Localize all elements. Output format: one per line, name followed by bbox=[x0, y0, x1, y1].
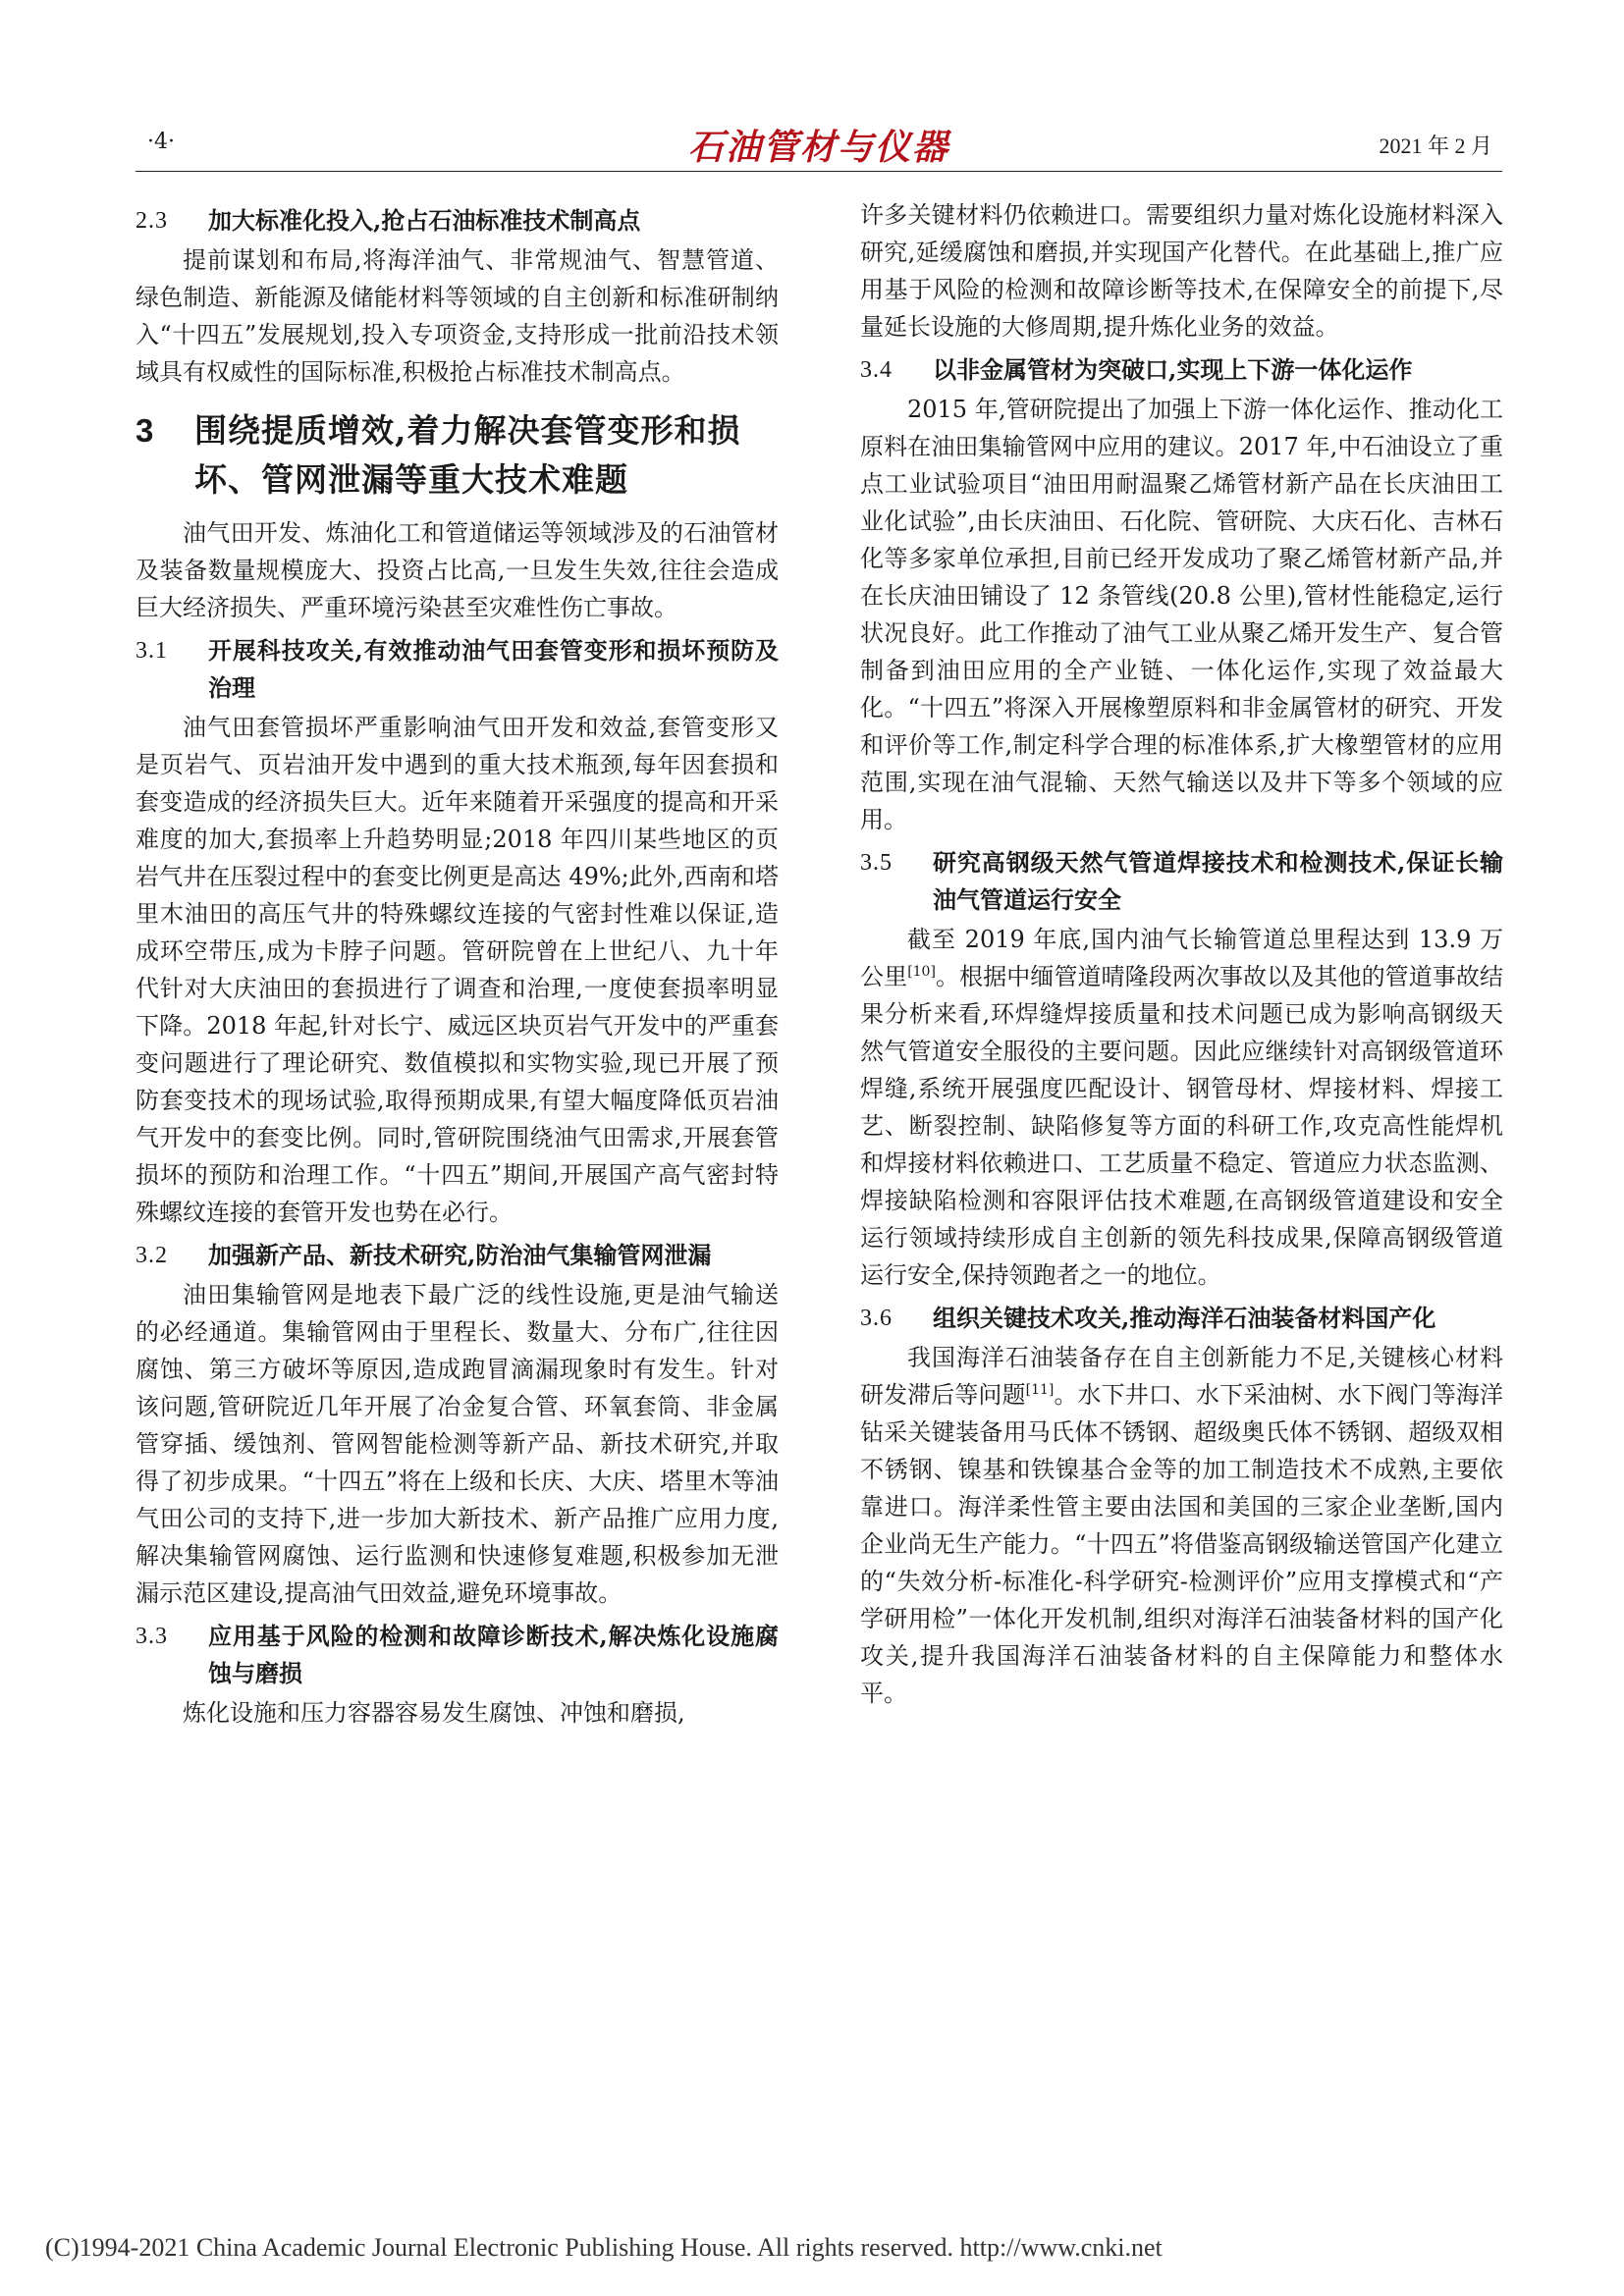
paragraph-text: 截至 2019 年底,国内油气长输管道总里程达到 13.9 万公里 bbox=[860, 926, 1503, 990]
section-2-3-heading bbox=[135, 202, 779, 240]
section-number: 3.3 bbox=[135, 1624, 168, 1649]
paragraph-text: 。根据中缅管道晴隆段两次事故以及其他的管道事故结果分析来看,环焊缝焊接质量和技术问题已成为影响高钢级天然气管道安全服役的主要问题。因此应继续针对高钢级管道环焊缝,系统开展强度匹配设计、钢管母材、焊接材料、焊接工艺、断裂控制、缺陷修复等方面的科研工作,攻克高性能焊机和焊接材料依赖进口、工艺质量不稳定、管道应力状态监测、焊接缺陷检测和容限评估技术难题,在高钢级管道建设和安全运行领域持续形成自主创新的领先科技成果,保障高钢级管道运行安全,保持领跑者之一的地位。 bbox=[860, 963, 1504, 1289]
section-number: 3.6 bbox=[860, 1306, 893, 1331]
section-title: 研究高钢级天然气管道焊接技术和检测技术,保证长输油气管道运行安全 bbox=[933, 848, 1503, 914]
section-3-6-heading bbox=[860, 1300, 1503, 1337]
paragraph-text: 。水下井口、水下采油树、水下阀门等海洋钻采关键装备用马氏体不锈钢、超级奥氏体不锈钢、超级双相不锈钢、镍基和铁镍基合金等的加工制造技术不成熟,主要依靠进口。海洋柔性管主要由法国和美国的三家企业垄断,国内企业尚无生产能力。“十四五”将借鉴高钢级输送管国产化建立的“失效分析-标准化-科学研究-检测评价”应用支撑模式和“产学研用检”一体化开发机制,组织对海洋石油装备材料的国产化攻关,提升我国海洋石油装备材料的自主保障能力和整体水平。 bbox=[860, 1381, 1504, 1707]
section-3-5-heading bbox=[860, 844, 1503, 919]
section-number: 3.1 bbox=[135, 638, 168, 664]
section-title: 应用基于风险的检测和故障诊断技术,解决炼化设施腐蚀与磨损 bbox=[208, 1622, 779, 1687]
page-number: ·4· bbox=[147, 130, 175, 154]
journal-title: 石油管材与仪器 bbox=[687, 127, 949, 168]
paragraph-continued: 许多关键材料仍依赖进口。需要组织力量对炼化设施材料深入研究,延缓腐蚀和磨损,并实现国产化替代。在此基础上,推广应用基于风险的检测和故障诊断等技术,在保障安全的前提下,尽量延长设施的大修周期,提升炼化业务的效益。 bbox=[860, 201, 1503, 341]
paragraph bbox=[860, 921, 1503, 1294]
paragraph: 炼化设施和压力容器容易发生腐蚀、冲蚀和磨损, bbox=[183, 1699, 685, 1727]
citation-ref: [10] bbox=[907, 964, 936, 980]
section-number: 3.5 bbox=[860, 850, 893, 876]
citation-ref: [11] bbox=[1025, 1382, 1055, 1398]
section-3-3-heading bbox=[135, 1618, 779, 1692]
section-3-4-heading bbox=[860, 351, 1503, 389]
section-title: 加强新产品、新技术研究,防治油气集输管网泄漏 bbox=[208, 1241, 712, 1269]
paragraph-text: 我国海洋石油装备存在自主创新能力不足,关键核心材料研发滞后等问题 bbox=[860, 1344, 1503, 1409]
paragraph: 提前谋划和布局,将海洋油气、非常规油气、智慧管道、绿色制造、新能源及储能材料等领域的自主创新和标准研制纳入“十四五”发展规划,投入专项资金,支持形成一批前沿技术领域具有权威性的国际标准,积极抢占标准技术制高点。 bbox=[135, 246, 779, 386]
section-number: 3 bbox=[135, 412, 155, 449]
section-3-2-heading bbox=[135, 1237, 779, 1274]
paragraph: 油气田开发、炼油化工和管道储运等领域涉及的石油管材及装备数量规模庞大、投资占比高,一旦发生失效,往往会造成巨大经济损失、严重环境污染甚至灾难性伤亡事故。 bbox=[135, 519, 779, 621]
section-title: 组织关键技术攻关,推动海洋石油装备材料国产化 bbox=[933, 1304, 1436, 1332]
left-column bbox=[135, 196, 779, 1732]
section-title: 开展科技攻关,有效推动油气田套管变形和损坏预防及治理 bbox=[208, 636, 779, 702]
section-number: 2.3 bbox=[135, 208, 168, 234]
issue-date: 2021 年 2 月 bbox=[1379, 133, 1492, 158]
section-number: 3.2 bbox=[135, 1243, 168, 1268]
section-number: 3.4 bbox=[860, 357, 893, 383]
right-column bbox=[860, 196, 1503, 1712]
paragraph: 油气田套管损坏严重影响油气田开发和效益,套管变形又是页岩气、页岩油开发中遇到的重大技术瓶颈,每年因套损和套变造成的经济损失巨大。近年来随着开采强度的提高和开采难度的加大,套损率上升趋势明显;2018 年四川某些地区的页岩气井在压裂过程中的套变比例更是高达 49%;此外,西南和塔里木油田的高压气井的特殊螺纹连接的气密封性难以保证,造成环空带压,成为卡脖子问题。管研院曾在上世纪八、九十年代针对大庆油田的套损进行了调查和治理,一度使套损率明显下降。2018 年起,针对长宁、威远区块页岩气开发中的严重套变问题进行了理论研究、数值模拟和实物实验,现已开展了预防套变技术的现场试验,取得预期成果,有望大幅度降低页岩油气开发中的套变比例。同时,管研院围绕油气田需求,开展套管损坏的预防和治理工作。“十四五”期间,开展国产高气密封特殊螺纹连接的套管开发也势在必行。 bbox=[135, 714, 779, 1226]
page-header bbox=[135, 122, 1502, 172]
section-title: 加大标准化投入,抢占石油标准技术制高点 bbox=[208, 206, 641, 235]
section-title: 以非金属管材为突破口,实现上下游一体化运作 bbox=[933, 355, 1413, 384]
section-title: 围绕提质增效,着力解决套管变形和损坏、管网泄漏等重大技术难题 bbox=[194, 411, 741, 499]
section-3-1-heading bbox=[135, 632, 779, 707]
section-3-heading bbox=[135, 406, 779, 505]
copyright-footer: (C)1994-2021 China Academic Journal Electronic Publishing House. All rights reserved. http://www.cnki.net bbox=[45, 2233, 1163, 2262]
paragraph: 2015 年,管研院提出了加强上下游一体化运作、推动化工原料在油田集输管网中应用的建议。2017 年,中石油设立了重点工业试验项目“油田用耐温聚乙烯管材新产品在长庆油田工业化试验”,由长庆油田、石化院、管研院、大庆石化、吉林石化等多家单位承担,目前已经开发成功了聚乙烯管材新产品,并在长庆油田铺设了 12 条管线(20.8 公里),管材性能稳定,运行状况良好。此工作推动了油气工业从聚乙烯开发生产、复合管制备到油田应用的全产业链、一体化运作,实现了效益最大化。“十四五”将深入开展橡塑原料和非金属管材的研究、开发和评价等工作,制定科学合理的标准体系,扩大橡塑管材的应用范围,实现在油气混输、天然气输送以及井下等多个领域的应用。 bbox=[860, 396, 1503, 833]
paragraph: 油田集输管网是地表下最广泛的线性设施,更是油气输送的必经通道。集输管网由于里程长、数量大、分布广,往往因腐蚀、第三方破坏等原因,造成跑冒滴漏现象时有发生。针对该问题,管研院近几年开展了冶金复合管、环氧套筒、非金属管穿插、缓蚀剂、管网智能检测等新产品、新技术研究,并取得了初步成果。“十四五”将在上级和长庆、大庆、塔里木等油气田公司的支持下,进一步加大新技术、新产品推广应用力度,解决集输管网腐蚀、运行监测和快速修复难题,积极参加无泄漏示范区建设,提高油气田效益,避免环境事故。 bbox=[135, 1281, 779, 1607]
paragraph bbox=[860, 1339, 1503, 1712]
